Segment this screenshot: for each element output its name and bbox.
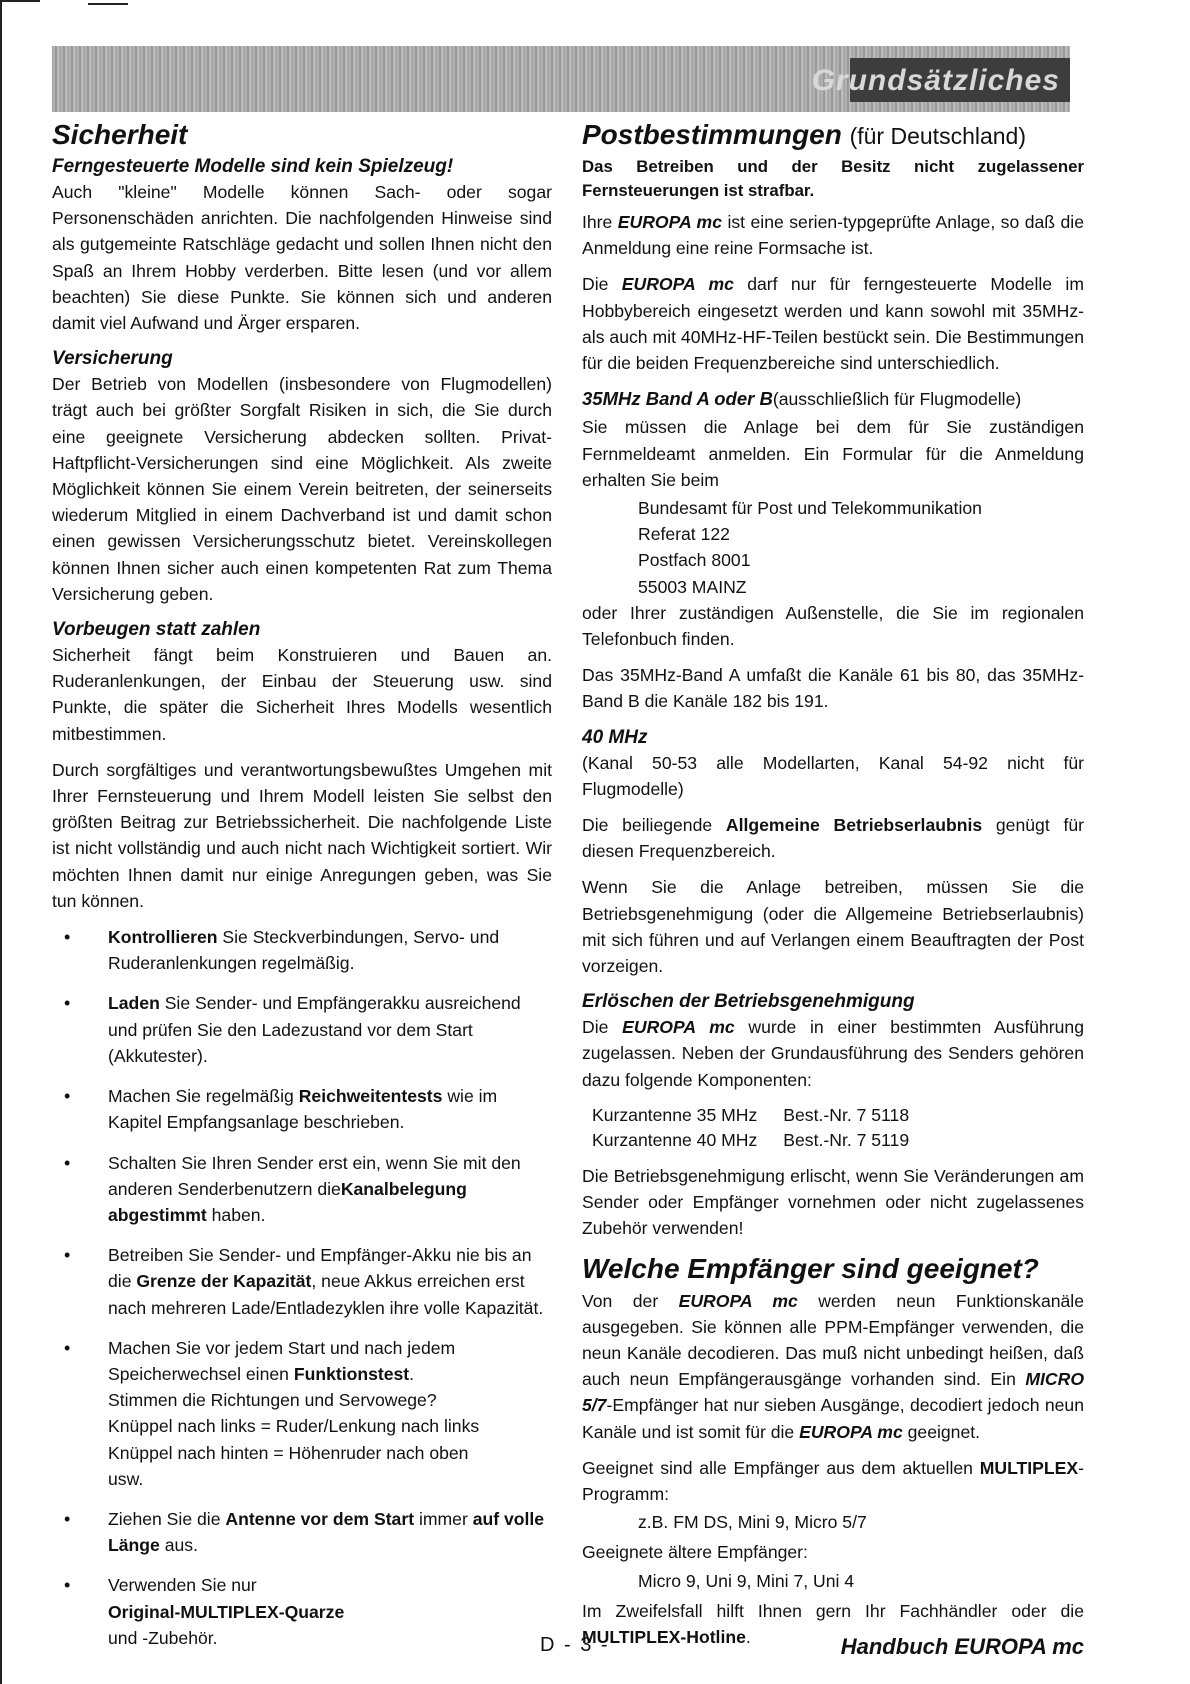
postal-para-2: Die EUROPA mc darf nur für ferngesteuerte Modelle im Hobbybereich eingesetzt werden und kann sowohl mit 35MHz- als auch mit 40MHz-HF-Teilen bestückt sein. Die Bestimmungen für die beiden Frequenzbereiche sind unterschiedlich.	[582, 274, 1084, 374]
receiver-example: z.B. FM DS, Mini 9, Micro 5/7	[638, 1512, 867, 1533]
safety-intro: Auch "kleine" Modelle können Sach- oder sogar Personenschäden anrichten. Die nachfolgenden Hinweise sind als gutgemeinte Ratschläge gedacht und sollen Ihnen nicht den Spaß an Ihrem Hobby verderben. Bitte lesen (und vor allem beachten) Sie diese Punkte. Sie können sich und anderen damit viel Aufwand und Ärger ersparen.	[52, 182, 552, 334]
list-item: • Machen Sie vor jedem Start und nach jedem Speicherwechsel einen Funktionstest. Stimmen die Richtungen und Servowege? Knüppel nach links = Ruder/Lenkung nach links Knüppel nach hinten = Höhenruder nach oben usw.	[52, 1335, 552, 1492]
band-text-2: oder Ihrer zuständigen Außenstelle, die Sie im regionalen Telefonbuch finden.	[582, 602, 1084, 650]
table-row: Kurzantenne 35 MHz Best.-Nr. 7 5118	[592, 1104, 910, 1125]
mhz40-permit: Die beiliegende Allgemeine Betriebserlaubnis genügt für diesen Frequenzbereich.	[582, 815, 1084, 862]
address-line: Postfach 8001	[638, 550, 751, 571]
receiver-old-list: Micro 9, Uni 9, Mini 7, Uni 4	[638, 1570, 855, 1591]
receiver-old-label: Geeignete ältere Empfänger:	[582, 1542, 808, 1563]
list-item: • Machen Sie regelmäßig Reichweitentests wie im Kapitel Empfangsanlage beschrieben.	[52, 1083, 552, 1135]
safety-list	[52, 924, 552, 1651]
parts-table	[592, 1103, 935, 1153]
banner-label: Grundsätzliches	[811, 64, 1060, 97]
postal-title: Postbestimmungen (für Deutschland)	[582, 119, 1027, 150]
postal-para-1: Ihre EUROPA mc ist eine serien-typgeprüfte Anlage, so daß die Anmeldung eine reine Formsache ist.	[582, 212, 1084, 259]
list-item: • Schalten Sie Ihren Sender erst ein, wenn Sie mit den anderen Senderbenutzern dieKanalbelegung abgestimmt haben.	[52, 1150, 552, 1229]
list-item: • Kontrollieren Sie Steckverbindungen, Servo- und Ruderanlenkungen regelmäßig.	[52, 924, 552, 976]
mhz40-text: (Kanal 50-53 alle Modellarten, Kanal 54-92 nicht für Flugmodelle)	[582, 752, 1084, 799]
expiry-text-2: Die Betriebsgenehmigung erlischt, wenn Sie Veränderungen am Sender oder Empfänger vornehmen oder nicht zugelassenes Zubehör verwenden!	[582, 1165, 1084, 1239]
prevention-text-2: Durch sorgfältiges und verantwortungsbewußtes Umgehen mit Ihrer Fernsteuerung und Ihrem Modell leisten Sie selbst den größten Beitrag zur Betriebssicherheit. Die nachfolgende Liste ist nicht vollständig und auch nicht nach Wichtigkeit sortiert. Wir möchten Ihnen damit nur einige Anregungen geben, was Sie tun können.	[52, 759, 552, 911]
scan-edge-top-dash	[88, 3, 128, 5]
list-item: • Verwenden Sie nur Original-MULTIPLEX-Quarze und -Zubehör.	[52, 1572, 552, 1651]
safety-subtitle: Ferngesteuerte Modelle sind kein Spielzeug!	[52, 156, 454, 177]
safety-title: Sicherheit	[52, 119, 188, 150]
expiry-text: Die EUROPA mc wurde in einer bestimmten Ausführung zugelassen. Neben der Grundausführung des Senders gehören dazu folgende Komponenten:	[582, 1017, 1084, 1090]
address-line: Bundesamt für Post und Telekommunikation	[638, 498, 982, 519]
list-item: • Laden Sie Sender- und Empfängerakku ausreichend und prüfen Sie den Ladezustand vor dem Start (Akkutester).	[52, 990, 552, 1069]
section-banner	[52, 46, 1070, 112]
table-row: Kurzantenne 40 MHz Best.-Nr. 7 5119	[592, 1129, 910, 1150]
page-number: D - 3 -	[540, 1634, 610, 1656]
right-column	[582, 118, 1084, 1660]
band-text: Sie müssen die Anlage bei dem für Sie zuständigen Fernmeldeamt anmelden. Ein Formular für die Anmeldung erhalten Sie beim	[582, 417, 1084, 490]
expiry-heading: Erlöschen der Betriebsgenehmigung	[582, 991, 915, 1013]
insurance-text: Der Betrieb von Modellen (insbesondere von Flugmodellen) trägt auch bei größter Sorgfalt Risiken in sich, die Sie durch eine geeignete Versicherung abdecken sollten. Privat-Haftpflicht-Versicherungen sind eine Möglichkeit. Als zweite Möglichkeit können Sie einem Verein beitreten, der seinerseits wiederum Mitglied in einem Dachverband ist und damit schon einen gewissen Versicherungsschutz bietet. Vereinskollegen können Ihnen sicher auch einen kompetenten Rat zum Thema Versicherung geben.	[52, 374, 552, 604]
address-line: Referat 122	[638, 524, 730, 545]
scan-edge-top	[0, 0, 40, 2]
left-column	[52, 118, 552, 1665]
receiver-help: Im Zweifelsfall hilft Ihnen gern Ihr Fachhändler oder die MULTIPLEX-Hotline.	[582, 1600, 1084, 1647]
receiver-para-2: Geeignet sind alle Empfänger aus dem aktuellen MULTIPLEX-Programm:	[582, 1457, 1084, 1504]
footer-title: Handbuch EUROPA mc	[840, 1634, 1084, 1659]
postal-lead: Das Betreiben und der Besitz nicht zugelassener Fernsteuerungen ist strafbar.	[582, 157, 1084, 200]
receiver-para-1: Von der EUROPA mc werden neun Funktionskanäle ausgegeben. Sie können alle PPM-Empfänger verwenden, die neun Kanäle decodieren. Das muß nicht unbedingt heißen, daß auch neun Empfängerausgänge vorhanden sind. Ein MICRO 5/7-Empfänger hat nur sieben Ausgänge, decodiert jedoch neun Kanäle und ist somit für die EUROPA mc geeignet.	[582, 1290, 1084, 1442]
list-item: • Ziehen Sie die Antenne vor dem Start immer auf volle Länge aus.	[52, 1506, 552, 1558]
scan-edge-left	[0, 0, 2, 1684]
list-item: • Betreiben Sie Sender- und Empfänger-Akku nie bis an die Grenze der Kapazität, neue Akkus erreichen erst nach mehreren Lade/Entladezyklen ihre volle Kapazität.	[52, 1242, 552, 1321]
prevention-heading: Vorbeugen statt zahlen	[52, 619, 261, 641]
receiver-title: Welche Empfänger sind geeignet?	[582, 1252, 1039, 1284]
prevention-text-1: Sicherheit fängt beim Konstruieren und Bauen an. Ruderanlenkungen, der Einbau der Steuerung usw. sind Punkte, die später die Sicherheit Ihres Modells wesentlich mitbestimmen.	[52, 645, 552, 744]
address-line: 55003 MAINZ	[638, 576, 747, 597]
mhz40-text-2: Wenn Sie die Anlage betreiben, müssen Sie die Betriebsgenehmigung (oder die Allgemeine Betriebserlaubnis) mit sich führen und auf Verlangen einem Beauftragten der Post vorzeigen.	[582, 877, 1084, 977]
mhz40-heading: 40 MHz	[582, 726, 648, 748]
band-text-3: Das 35MHz-Band A umfaßt die Kanäle 61 bis 80, das 35MHz-Band B die Kanäle 182 bis 191.	[582, 665, 1084, 712]
band-heading: 35MHz Band A oder B(ausschließlich für Flugmodelle)	[582, 388, 1022, 410]
insurance-heading: Versicherung	[52, 348, 173, 370]
